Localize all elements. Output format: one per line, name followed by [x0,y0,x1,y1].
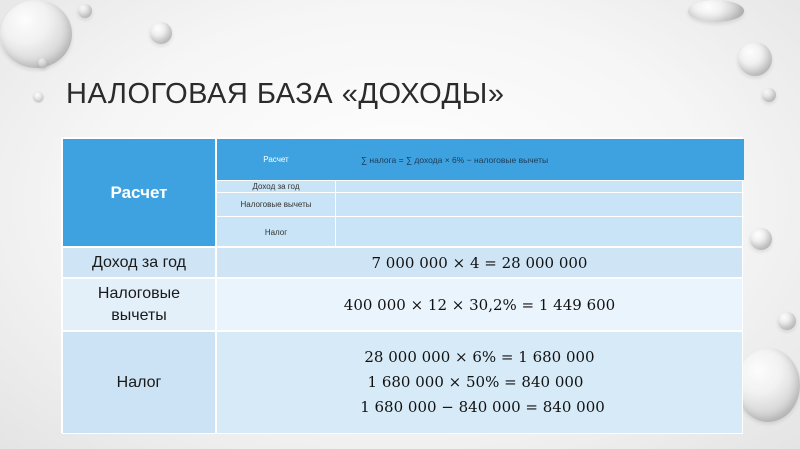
water-drop-decoration [738,42,772,76]
mini-header-left: Расчет [217,139,336,180]
mini-row-label: Налог [217,217,336,249]
row-label-income: Доход за год [62,247,216,278]
slide-title: НАЛОГОВАЯ БАЗА «ДОХОДЫ» [66,78,505,110]
mini-header-formula: ∑ налога = ∑ дохода × 6% − налоговые вычеты [335,139,744,180]
water-drop-decoration [736,348,800,422]
water-drop-decoration [150,22,172,44]
table-header-label: Расчет [62,138,216,247]
water-drop-decoration [778,312,796,330]
water-drop-decoration [762,88,776,102]
tax-formula-line: 1 680 000 − 840 000 = 840 000 [360,398,605,416]
mini-row [217,192,744,217]
tax-calculation-table [61,137,742,433]
row-formula-tax [216,331,743,434]
water-drop-decoration [78,4,92,18]
row-label-tax: Налог [62,331,216,434]
mini-row-label: Доход за год [217,181,336,193]
mini-row [217,216,744,249]
water-drop-decoration [0,0,72,68]
water-drop-decoration [38,58,48,68]
mini-row-label: Налоговые вычеты [217,193,336,217]
row-label-deductions: Налоговые вычеты [62,278,216,331]
embedded-formula-table [216,138,743,247]
tax-formula-line: 1 680 000 × 50% = 840 000 [367,373,584,391]
tax-formula-line: 28 000 000 × 6% = 1 680 000 [364,348,595,366]
water-drop-decoration [688,0,744,22]
title-bullet [34,92,43,101]
water-drop-decoration [750,228,772,250]
row-formula-income: 7 000 000 × 4 = 28 000 000 [216,247,743,278]
row-formula-deductions: 400 000 × 12 × 30,2% = 1 449 600 [216,278,743,331]
